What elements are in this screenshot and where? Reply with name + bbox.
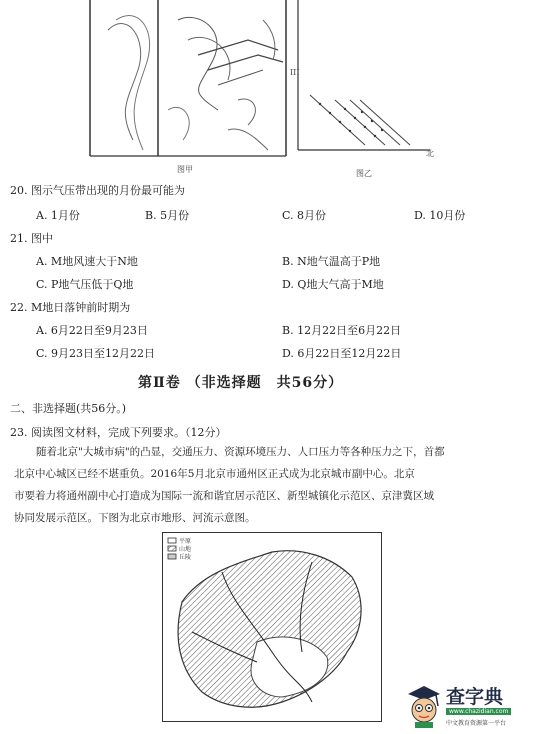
- question-22: 22. M地日落钟前时期为: [10, 301, 131, 314]
- section-2-subtitle: 二、非选择题(共56分。): [10, 402, 127, 415]
- watermark-logo: [406, 682, 528, 730]
- question-23-heading: 23. 阅读图文材料，完成下列要求。（12分）: [10, 426, 227, 439]
- q21-option-c[interactable]: C. P地气压低于Q地: [36, 278, 134, 291]
- q20-option-c[interactable]: C. 8月份: [282, 209, 327, 222]
- question-20: 20. 图示气压带出现的月份最可能为: [10, 184, 185, 197]
- section-2-title: 第Ⅱ卷 （非选择题 共56分）: [138, 375, 344, 391]
- legend-hill: 丘陵: [179, 554, 192, 561]
- watermark-tagline: 中文教育资源第一平台: [446, 720, 507, 727]
- beijing-map: [162, 532, 382, 722]
- figure-right-diagram: [290, 0, 440, 160]
- question-21: 21. 图中: [10, 232, 53, 245]
- q20-option-d[interactable]: D. 10月份: [414, 209, 466, 222]
- q21-option-d[interactable]: D. Q地大气高于M地: [282, 278, 384, 291]
- q23-paragraph-line-1: 随着北京"大城市病"的凸显，交通压力、资源环境压力、人口压力等各种压力之下，首都: [36, 446, 445, 458]
- q23-paragraph-line-2: 北京中心城区已经不堪重负。2016年5月北京市通州区正式成为北京城市副中心。北京: [14, 468, 415, 480]
- q21-option-b[interactable]: B. N地气温高于P地: [282, 255, 381, 268]
- legend-mountain: 山地: [179, 546, 192, 553]
- legend-plain: 平原: [179, 538, 192, 545]
- figure-right-caption: 图乙: [356, 169, 372, 178]
- q22-option-d[interactable]: D. 6月22日至12月22日: [282, 347, 402, 360]
- mascot-icon: [406, 684, 442, 728]
- watermark-brand: 查字典: [446, 686, 504, 708]
- q20-option-b[interactable]: B. 5月份: [145, 209, 190, 222]
- figure-right-axis-north: 北: [426, 149, 434, 158]
- q22-option-c[interactable]: C. 9月23日至12月22日: [36, 347, 156, 360]
- q23-paragraph-line-4: 协同发展示范区。下图为北京市地形、河流示意图。: [14, 512, 256, 524]
- figure-left-caption: 图甲: [177, 165, 193, 174]
- figure-right-axis-top: III: [290, 68, 300, 77]
- watermark-url: www.chazidian.com: [446, 708, 511, 715]
- q23-paragraph-line-3: 市要着力将通州副中心打造成为国际一流和谐宜居示范区、新型城镇化示范区、京津冀区域: [14, 490, 434, 502]
- q21-option-a[interactable]: A. M地风速大于N地: [36, 255, 138, 268]
- q22-option-b[interactable]: B. 12月22日至6月22日: [282, 324, 402, 337]
- figure-left-map: [88, 0, 288, 165]
- q22-option-a[interactable]: A. 6月22日至9月23日: [36, 324, 148, 337]
- q20-option-a[interactable]: A. 1月份: [36, 209, 80, 222]
